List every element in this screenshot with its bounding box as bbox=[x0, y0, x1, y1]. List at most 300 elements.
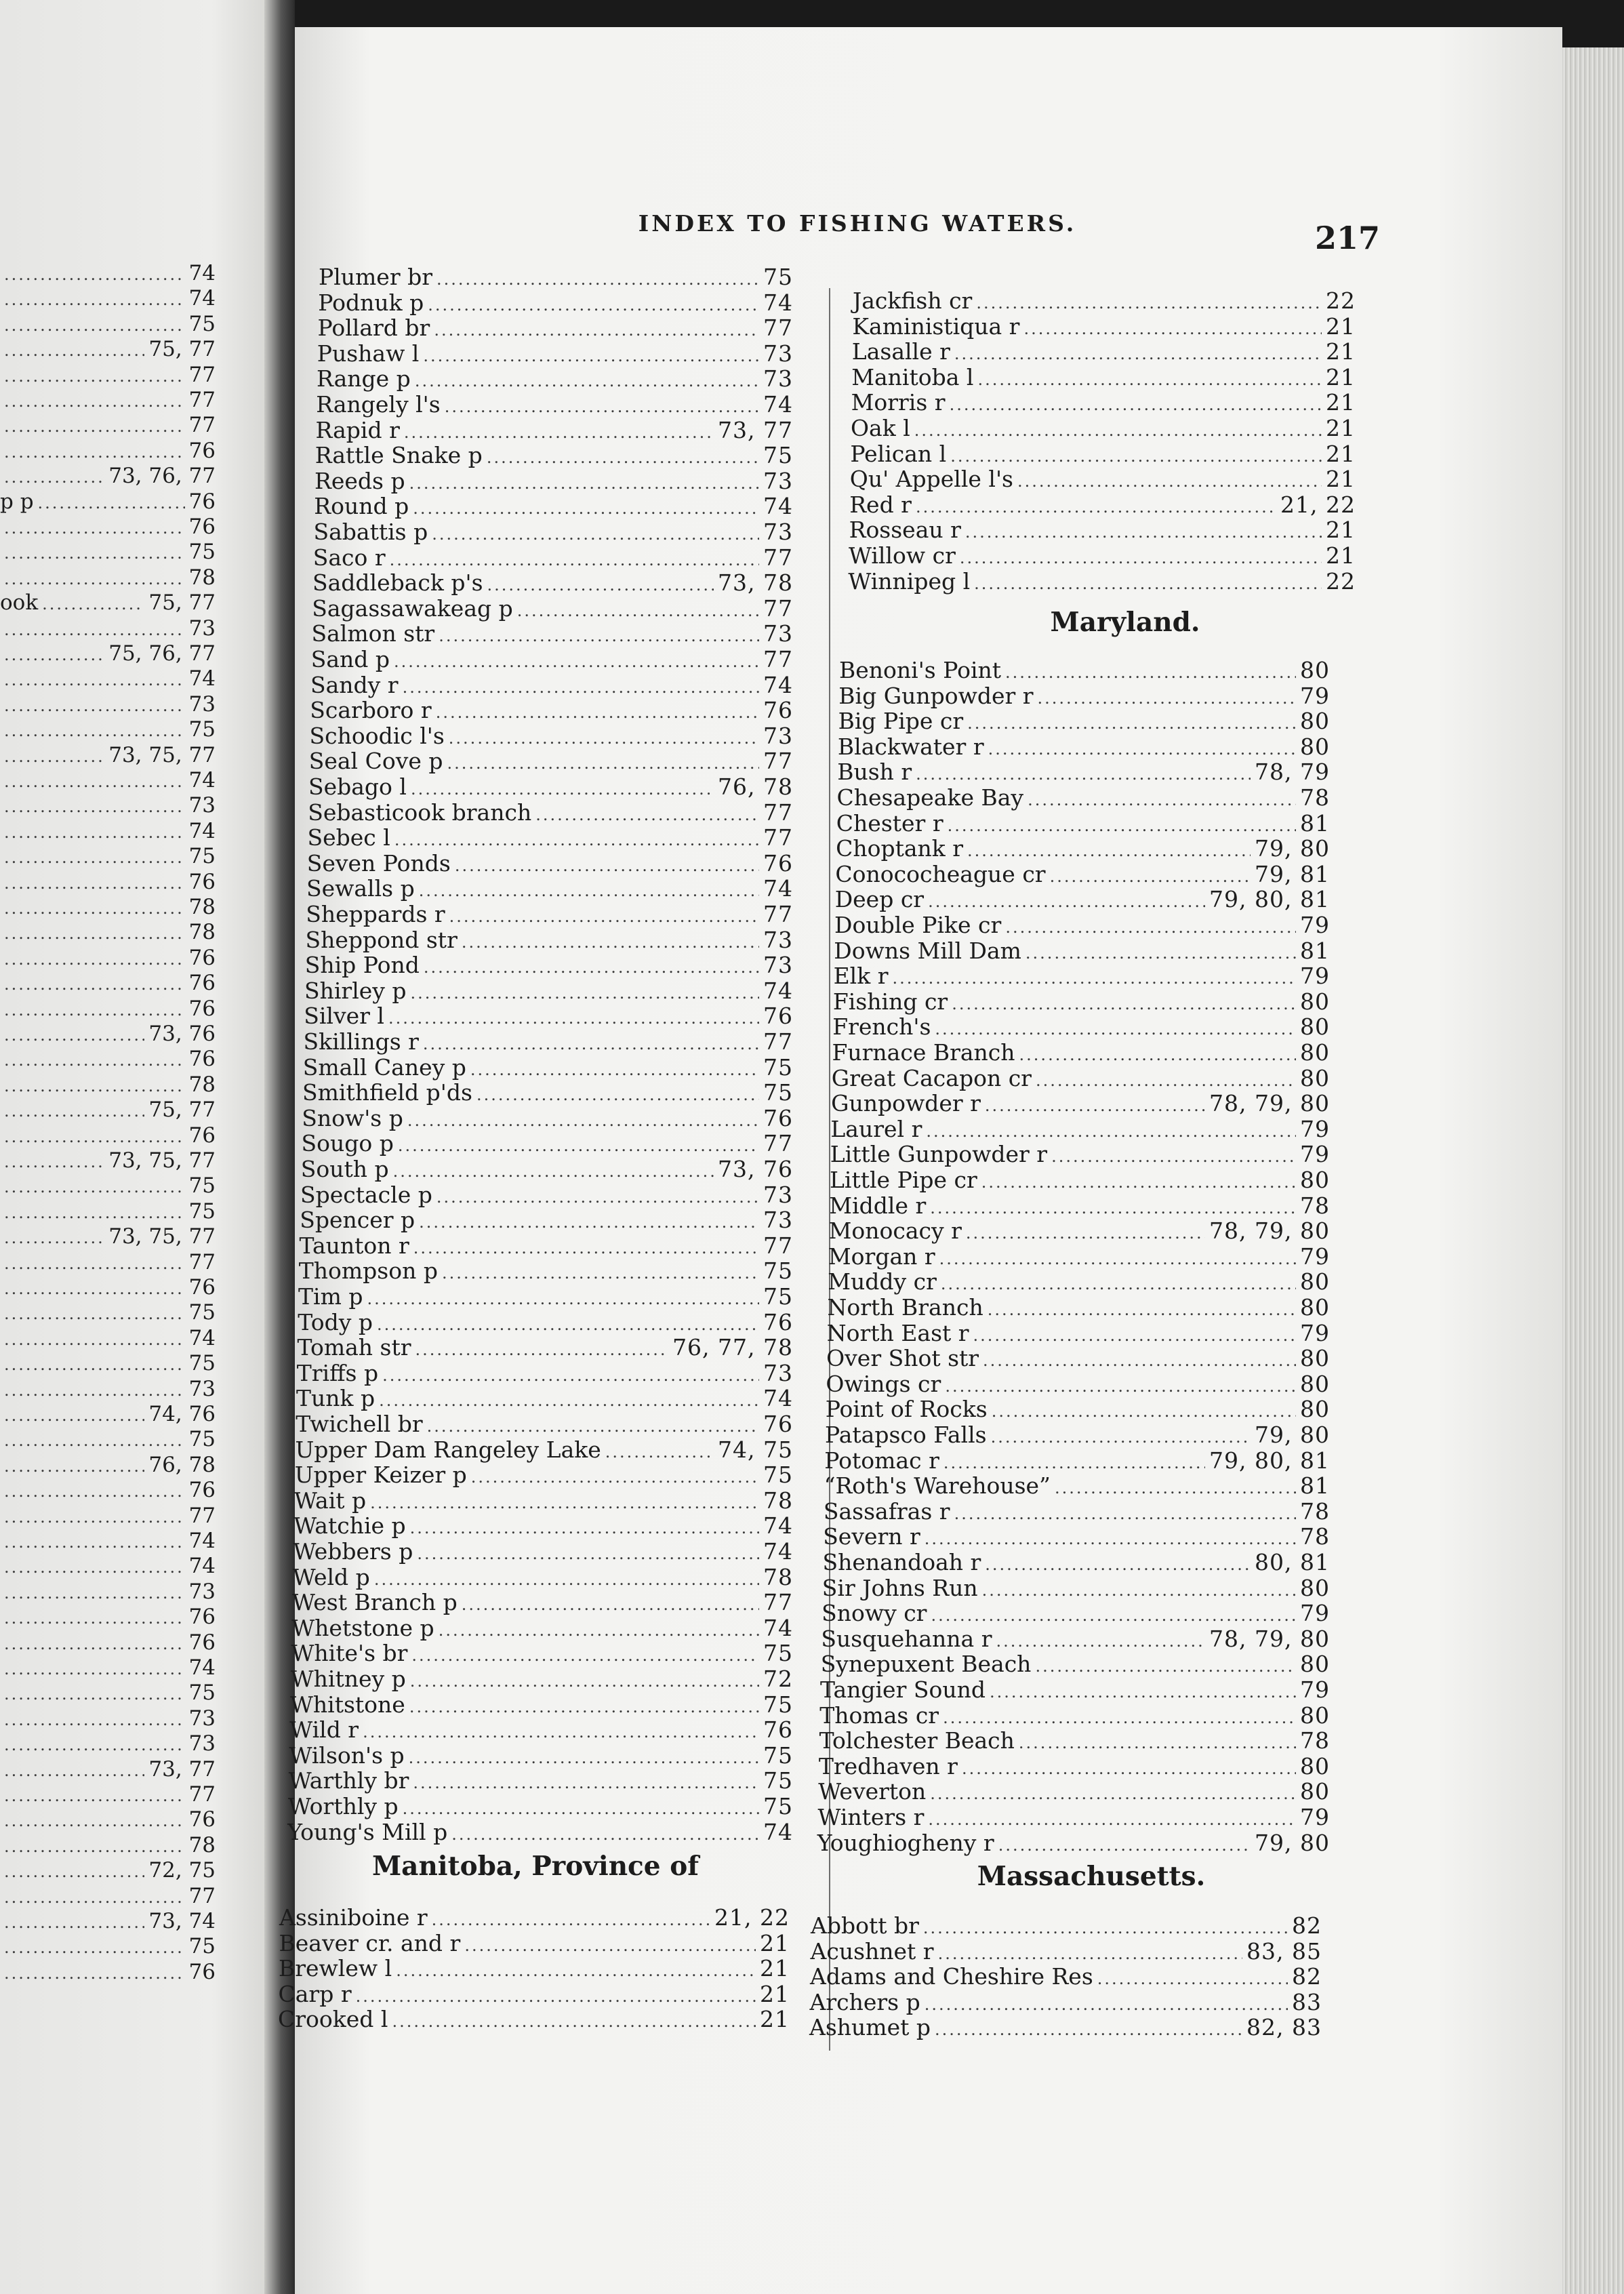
entry-pages: 80 bbox=[1300, 1294, 1330, 1321]
index-entry bbox=[296, 1437, 794, 1462]
dot-leader bbox=[419, 879, 759, 904]
index-entry bbox=[318, 290, 793, 315]
facing-page-row bbox=[0, 1148, 216, 1173]
index-entry bbox=[279, 1981, 790, 2007]
index-entry bbox=[294, 1488, 793, 1513]
index-entry bbox=[287, 1819, 793, 1845]
entry-pages: 21 bbox=[760, 1955, 790, 1982]
index-entry bbox=[305, 952, 793, 978]
dot-leader bbox=[4, 287, 185, 313]
index-entry bbox=[820, 1677, 1330, 1702]
entry-name: Crooked l bbox=[278, 2006, 388, 2033]
index-entry bbox=[838, 683, 1330, 708]
dot-leader bbox=[981, 1170, 1296, 1195]
index-entry bbox=[314, 519, 794, 544]
facing-page-row bbox=[0, 1098, 216, 1123]
dot-leader bbox=[967, 711, 1296, 736]
entry-pages: 21 bbox=[1325, 389, 1356, 416]
entry-name: Pelican l bbox=[850, 440, 947, 467]
entry-pages: 83, 85 bbox=[1246, 1937, 1322, 1965]
entry-name: Ashumet p bbox=[809, 2014, 931, 2041]
index-entry bbox=[832, 1066, 1330, 1091]
dot-leader bbox=[377, 1312, 759, 1337]
index-entry bbox=[821, 1601, 1330, 1626]
index-entry bbox=[299, 1258, 793, 1283]
entry-name: Susquehanna r bbox=[821, 1625, 992, 1652]
entry-name: Furnace Branch bbox=[832, 1039, 1015, 1066]
index-entry bbox=[848, 569, 1356, 594]
index-entry bbox=[849, 517, 1356, 542]
entry-name: Sougo p bbox=[301, 1130, 394, 1157]
entry-name: Laurel r bbox=[830, 1115, 922, 1142]
index-entry bbox=[830, 1142, 1330, 1167]
entry-pages: 73 bbox=[763, 1181, 793, 1208]
entry-pages: 79 bbox=[1299, 1600, 1330, 1627]
entry-pages: 74 bbox=[763, 1818, 793, 1845]
entry-pages: 73, 78 bbox=[718, 569, 793, 597]
dot-leader bbox=[991, 1425, 1251, 1450]
index-entry bbox=[300, 1207, 793, 1232]
entry-name: North East r bbox=[826, 1319, 969, 1346]
facing-page-row bbox=[0, 717, 216, 742]
entry-pages: 79, 80 bbox=[1255, 1829, 1330, 1856]
facing-page-row bbox=[0, 1529, 216, 1554]
dot-leader bbox=[931, 1603, 1296, 1628]
entry-name: Manitoba l bbox=[851, 363, 974, 390]
entry-name: Qu' Appelle l's bbox=[849, 466, 1013, 493]
index-entry bbox=[308, 800, 793, 825]
dot-leader bbox=[356, 1984, 756, 2009]
index-entry bbox=[825, 1422, 1330, 1447]
entry-name: Tredhaven r bbox=[818, 1752, 958, 1779]
entry-name: Weverton bbox=[818, 1778, 927, 1805]
entry-name: Whitstone bbox=[290, 1691, 405, 1718]
entry-pages: 21 bbox=[1325, 313, 1356, 340]
entry-name: Point of Rocks bbox=[825, 1396, 988, 1423]
facing-page-row bbox=[0, 312, 216, 337]
dot-leader bbox=[4, 364, 185, 389]
facing-page-row bbox=[0, 515, 216, 540]
dot-leader bbox=[390, 548, 759, 573]
facing-row-pages: 73, 75, 77 bbox=[108, 1148, 216, 1173]
dot-leader bbox=[973, 1323, 1296, 1348]
entry-name: Snowy cr bbox=[821, 1600, 927, 1627]
entry-name: Little Gunpowder r bbox=[830, 1141, 1048, 1168]
entry-name: Rangely l's bbox=[316, 391, 441, 418]
index-entry bbox=[288, 1794, 793, 1819]
dot-leader bbox=[996, 1629, 1205, 1654]
dot-leader bbox=[4, 1074, 185, 1099]
entry-pages: 80 bbox=[1299, 1370, 1330, 1397]
entry-name: Youghiogheny r bbox=[817, 1829, 994, 1856]
facing-page-row bbox=[0, 1173, 216, 1199]
facing-page-row bbox=[0, 413, 216, 438]
facing-page-row bbox=[0, 1960, 216, 1985]
index-entry bbox=[838, 734, 1330, 759]
dot-leader bbox=[998, 1833, 1251, 1858]
index-entry bbox=[293, 1513, 793, 1538]
dot-leader bbox=[916, 495, 1276, 520]
facing-row-pages: 76 bbox=[188, 1959, 216, 1984]
facing-page-row bbox=[0, 1554, 216, 1579]
entry-pages: 21 bbox=[760, 1929, 790, 1956]
index-entry bbox=[314, 468, 793, 494]
dot-leader bbox=[4, 1276, 185, 1302]
facing-row-pages: 73 bbox=[188, 691, 216, 717]
dot-leader bbox=[4, 1428, 185, 1453]
dot-leader bbox=[432, 1908, 710, 1933]
entry-name: Sassafras r bbox=[823, 1497, 950, 1525]
entry-name: Round p bbox=[314, 493, 409, 520]
facing-page-row bbox=[0, 1807, 216, 1832]
dot-leader bbox=[4, 643, 104, 668]
entry-pages: 80 bbox=[1300, 657, 1330, 683]
index-entry bbox=[834, 938, 1330, 963]
facing-row-pages: 75 bbox=[188, 1173, 216, 1199]
dot-leader bbox=[4, 389, 185, 414]
dot-leader bbox=[437, 1185, 759, 1210]
dot-leader bbox=[966, 1221, 1205, 1246]
facing-page-row bbox=[0, 692, 216, 717]
entry-pages: 79 bbox=[1299, 1141, 1330, 1168]
facing-row-pages: 76 bbox=[188, 1478, 216, 1503]
entry-pages: 80 bbox=[1299, 1778, 1330, 1805]
entry-pages: 79, 80, 81 bbox=[1209, 886, 1330, 913]
entry-pages: 21 bbox=[1326, 542, 1356, 569]
entry-name: Tim p bbox=[298, 1283, 363, 1310]
dot-leader bbox=[4, 1403, 144, 1428]
facing-page-row bbox=[0, 641, 216, 666]
dot-leader bbox=[4, 1606, 185, 1631]
facing-row-pages: 77 bbox=[188, 1503, 216, 1528]
facing-row-text: ook bbox=[0, 590, 39, 616]
index-entry bbox=[826, 1346, 1330, 1371]
dot-leader bbox=[410, 1669, 759, 1694]
entry-name: Tangier Sound bbox=[820, 1676, 986, 1703]
entry-pages: 77 bbox=[763, 824, 793, 851]
entry-name: Synepuxent Beach bbox=[820, 1651, 1032, 1678]
entry-name: Shirley p bbox=[304, 977, 407, 1004]
index-entry bbox=[817, 1830, 1330, 1855]
entry-pages: 75 bbox=[763, 1462, 793, 1489]
dot-leader bbox=[487, 445, 759, 470]
dot-leader bbox=[4, 769, 185, 794]
entry-pages: 77 bbox=[763, 748, 793, 775]
facing-row-pages: 76 bbox=[188, 1047, 216, 1072]
entry-pages: 77 bbox=[763, 1130, 793, 1157]
entry-name: Red r bbox=[849, 491, 912, 518]
facing-page-row bbox=[0, 1072, 216, 1098]
entry-pages: 75 bbox=[763, 1257, 793, 1285]
dot-leader bbox=[4, 313, 185, 338]
dot-leader bbox=[455, 853, 759, 879]
index-entry bbox=[289, 1743, 794, 1768]
index-entry bbox=[296, 1411, 793, 1436]
entry-name: Owings cr bbox=[826, 1370, 941, 1397]
entry-name: Upper Dam Rangeley Lake bbox=[295, 1436, 601, 1463]
entry-name: Schoodic l's bbox=[309, 722, 445, 749]
index-entry bbox=[850, 466, 1356, 491]
dot-leader bbox=[4, 1352, 185, 1377]
entry-pages: 79 bbox=[1299, 1243, 1330, 1270]
dot-leader bbox=[930, 1196, 1296, 1221]
dot-leader bbox=[4, 1327, 185, 1352]
facing-row-pages: 77 bbox=[188, 1249, 216, 1274]
entry-pages: 74 bbox=[763, 671, 793, 698]
dot-leader bbox=[436, 700, 759, 725]
facing-row-pages: 75 bbox=[188, 844, 216, 869]
dot-leader bbox=[394, 649, 759, 675]
facing-page-fragment bbox=[0, 0, 264, 2294]
entry-pages: 21, 22 bbox=[714, 1904, 790, 1931]
entry-pages: 73 bbox=[763, 1359, 793, 1386]
entry-pages: 79 bbox=[1299, 682, 1330, 709]
entry-name: Silver l bbox=[304, 1003, 384, 1030]
dot-leader bbox=[4, 1378, 185, 1403]
entry-pages: 78, 79, 80 bbox=[1209, 1090, 1330, 1117]
dot-leader bbox=[487, 573, 714, 598]
dot-leader bbox=[967, 839, 1251, 864]
index-entry bbox=[818, 1805, 1331, 1830]
dot-leader bbox=[954, 342, 1322, 367]
entry-name: Seal Cove p bbox=[308, 748, 443, 775]
entry-pages: 73 bbox=[763, 340, 793, 367]
index-entry bbox=[824, 1473, 1330, 1498]
index-entry bbox=[310, 672, 793, 698]
facing-row-pages: 77 bbox=[188, 413, 216, 438]
entry-pages: 83 bbox=[1292, 1988, 1322, 2015]
entry-pages: 21 bbox=[1325, 338, 1356, 365]
entry-pages: 73, 76 bbox=[718, 1156, 793, 1182]
entry-name: Sewalls p bbox=[306, 875, 415, 902]
facing-row-pages: 76 bbox=[188, 1123, 216, 1148]
facing-row-pages: 77 bbox=[188, 1883, 216, 1908]
index-entry bbox=[811, 1913, 1322, 1938]
index-entry bbox=[821, 1651, 1330, 1676]
index-entry bbox=[306, 902, 793, 927]
index-entry bbox=[832, 1040, 1331, 1065]
entry-pages: 76, 78 bbox=[718, 773, 793, 800]
index-entry bbox=[823, 1524, 1330, 1549]
entry-pages: 21 bbox=[1325, 440, 1356, 467]
entry-name: Skillings r bbox=[303, 1028, 419, 1055]
facing-page-row bbox=[0, 616, 216, 641]
entry-name: Salmon str bbox=[311, 620, 435, 647]
entry-name: Blackwater r bbox=[837, 733, 984, 760]
facing-page-row bbox=[0, 1123, 216, 1148]
dot-leader bbox=[419, 1210, 759, 1235]
entry-name: Choptank r bbox=[836, 835, 964, 862]
dot-leader bbox=[470, 1058, 759, 1083]
dot-leader bbox=[4, 693, 185, 719]
facing-page-row bbox=[0, 1884, 216, 1909]
dot-leader bbox=[4, 1048, 185, 1073]
entry-name: Sebago l bbox=[308, 773, 407, 800]
dot-leader bbox=[976, 291, 1322, 316]
entry-pages: 22 bbox=[1326, 287, 1356, 314]
dot-leader bbox=[4, 567, 185, 592]
facing-row-pages: 73 bbox=[188, 1376, 216, 1401]
facing-row-pages: 73, 75, 77 bbox=[108, 1224, 216, 1249]
index-entry bbox=[839, 658, 1330, 683]
index-entry bbox=[291, 1666, 793, 1691]
dot-leader bbox=[1017, 469, 1322, 494]
facing-page-row bbox=[0, 1731, 216, 1756]
dot-leader bbox=[1038, 686, 1296, 711]
facing-page-row bbox=[0, 946, 216, 971]
entry-pages: 75 bbox=[763, 1742, 793, 1769]
index-entry bbox=[302, 1131, 794, 1156]
index-entry bbox=[829, 1193, 1330, 1218]
dot-leader bbox=[974, 571, 1322, 597]
entry-name: Weld p bbox=[292, 1563, 370, 1590]
entry-name: Ship Pond bbox=[304, 952, 420, 979]
dot-leader bbox=[476, 1083, 759, 1108]
entry-pages: 21 bbox=[1325, 363, 1356, 390]
dot-leader bbox=[423, 1032, 759, 1057]
facing-row-pages: 75 bbox=[188, 1427, 216, 1452]
dot-leader bbox=[939, 1247, 1296, 1272]
index-entry bbox=[811, 1939, 1322, 1964]
index-entry bbox=[310, 698, 793, 723]
entry-name: Twichell br bbox=[296, 1411, 423, 1437]
entry-name: Sagassawakeag p bbox=[312, 595, 513, 622]
dot-leader bbox=[4, 440, 185, 465]
entry-name: Saddleback p's bbox=[312, 569, 483, 597]
dot-leader bbox=[382, 1363, 759, 1388]
entry-pages: 79, 80 bbox=[1255, 1422, 1330, 1448]
facing-row-pages: 76 bbox=[188, 1605, 216, 1630]
entry-name: Bush r bbox=[837, 759, 912, 786]
facing-page-row bbox=[0, 1605, 216, 1630]
index-entry bbox=[823, 1550, 1331, 1575]
dot-leader bbox=[409, 1746, 759, 1771]
facing-row-pages: 75 bbox=[188, 311, 216, 336]
dot-leader bbox=[415, 369, 759, 394]
facing-page-row bbox=[0, 540, 216, 565]
entry-pages: 77 bbox=[763, 595, 793, 622]
entry-name: Plumer br bbox=[319, 264, 432, 290]
facing-page-row bbox=[0, 1199, 216, 1224]
index-entry bbox=[851, 365, 1356, 390]
entry-name: Carp r bbox=[278, 1980, 352, 2007]
entry-pages: 80 bbox=[1299, 1064, 1330, 1091]
entry-name: Willow cr bbox=[849, 542, 956, 569]
dot-leader bbox=[4, 998, 185, 1023]
entry-name: Oak l bbox=[851, 415, 910, 441]
dot-leader bbox=[935, 1017, 1296, 1042]
entry-name: Morris r bbox=[851, 389, 946, 416]
entry-name: Sabattis p bbox=[313, 519, 428, 545]
index-entry bbox=[834, 963, 1330, 988]
entry-pages: 73 bbox=[763, 620, 793, 647]
entry-pages: 78 bbox=[1299, 1497, 1330, 1525]
facing-row-pages: 76 bbox=[188, 1275, 216, 1300]
dot-leader bbox=[413, 1236, 759, 1261]
entry-pages: 80 bbox=[1299, 1752, 1330, 1779]
facing-page-row bbox=[0, 388, 216, 413]
index-entry bbox=[819, 1703, 1330, 1728]
entry-pages: 75 bbox=[763, 1793, 793, 1819]
index-entry bbox=[849, 492, 1356, 517]
index-entry bbox=[824, 1499, 1330, 1524]
dot-leader bbox=[415, 1337, 669, 1363]
entry-name: “Roth's Warehouse” bbox=[824, 1472, 1051, 1500]
dot-leader bbox=[4, 1885, 185, 1910]
facing-page-row bbox=[0, 1022, 216, 1047]
facing-row-pages: 76 bbox=[188, 1630, 216, 1655]
facing-row-pages: 76, 78 bbox=[148, 1452, 216, 1477]
entry-pages: 76, 77, 78 bbox=[672, 1334, 793, 1361]
dot-leader bbox=[1023, 317, 1322, 342]
entry-pages: 74 bbox=[763, 1538, 793, 1565]
entry-name: Upper Keizer p bbox=[294, 1462, 467, 1489]
facing-page-row bbox=[0, 1275, 216, 1300]
dot-leader bbox=[413, 496, 759, 521]
index-entry bbox=[292, 1590, 793, 1615]
index-entry bbox=[821, 1626, 1330, 1651]
facing-row-pages: 77 bbox=[188, 388, 216, 412]
dot-leader bbox=[4, 618, 185, 643]
entry-name: Potomac r bbox=[824, 1447, 939, 1474]
facing-row-pages: 74 bbox=[188, 286, 216, 311]
facing-row-pages: 74 bbox=[188, 666, 216, 691]
index-entry bbox=[303, 1055, 793, 1080]
entry-name: Reeds p bbox=[314, 467, 405, 494]
index-entry bbox=[835, 887, 1330, 912]
dot-leader bbox=[943, 1706, 1296, 1731]
entry-pages: 81 bbox=[1299, 937, 1330, 964]
dot-leader bbox=[4, 414, 185, 439]
facing-row-pages: 75 bbox=[188, 1351, 216, 1376]
entry-pages: 74 bbox=[763, 289, 793, 316]
dot-leader bbox=[407, 1108, 759, 1133]
entry-pages: 79, 80 bbox=[1255, 835, 1330, 862]
facing-row-pages: 74 bbox=[188, 1529, 216, 1553]
facing-page-row bbox=[0, 1757, 216, 1782]
index-entry bbox=[293, 1539, 794, 1564]
dot-leader bbox=[4, 947, 185, 972]
facing-row-pages: 74, 76 bbox=[148, 1402, 216, 1426]
dot-leader bbox=[4, 1479, 185, 1504]
index-entry bbox=[829, 1218, 1330, 1243]
entry-name: Sandy r bbox=[310, 671, 399, 698]
index-entry bbox=[826, 1371, 1330, 1396]
entry-name: Conococheague cr bbox=[835, 860, 1046, 887]
index-entry bbox=[306, 927, 794, 952]
facing-page-row bbox=[0, 1504, 216, 1529]
entry-pages: 76 bbox=[763, 1308, 793, 1335]
facing-page-row bbox=[0, 1300, 216, 1325]
dot-leader bbox=[1055, 1476, 1296, 1501]
entry-name: Pollard br bbox=[317, 315, 430, 342]
dot-leader bbox=[1019, 1043, 1296, 1068]
entry-pages: 75 bbox=[763, 264, 793, 290]
entry-pages: 78 bbox=[1299, 1523, 1330, 1550]
index-entry bbox=[837, 785, 1331, 810]
entry-name: Gunpowder r bbox=[831, 1090, 981, 1117]
facing-page-row bbox=[0, 1402, 216, 1427]
entry-pages: 80, 81 bbox=[1255, 1549, 1330, 1575]
index-entry bbox=[315, 443, 793, 468]
dot-leader bbox=[4, 1201, 185, 1226]
index-entry bbox=[810, 1990, 1322, 2015]
dot-leader bbox=[1005, 660, 1296, 685]
entry-pages: 78, 79 bbox=[1255, 759, 1330, 786]
entry-name: Tody p bbox=[298, 1308, 373, 1335]
facing-page-row bbox=[0, 844, 216, 869]
index-entry bbox=[318, 315, 794, 340]
